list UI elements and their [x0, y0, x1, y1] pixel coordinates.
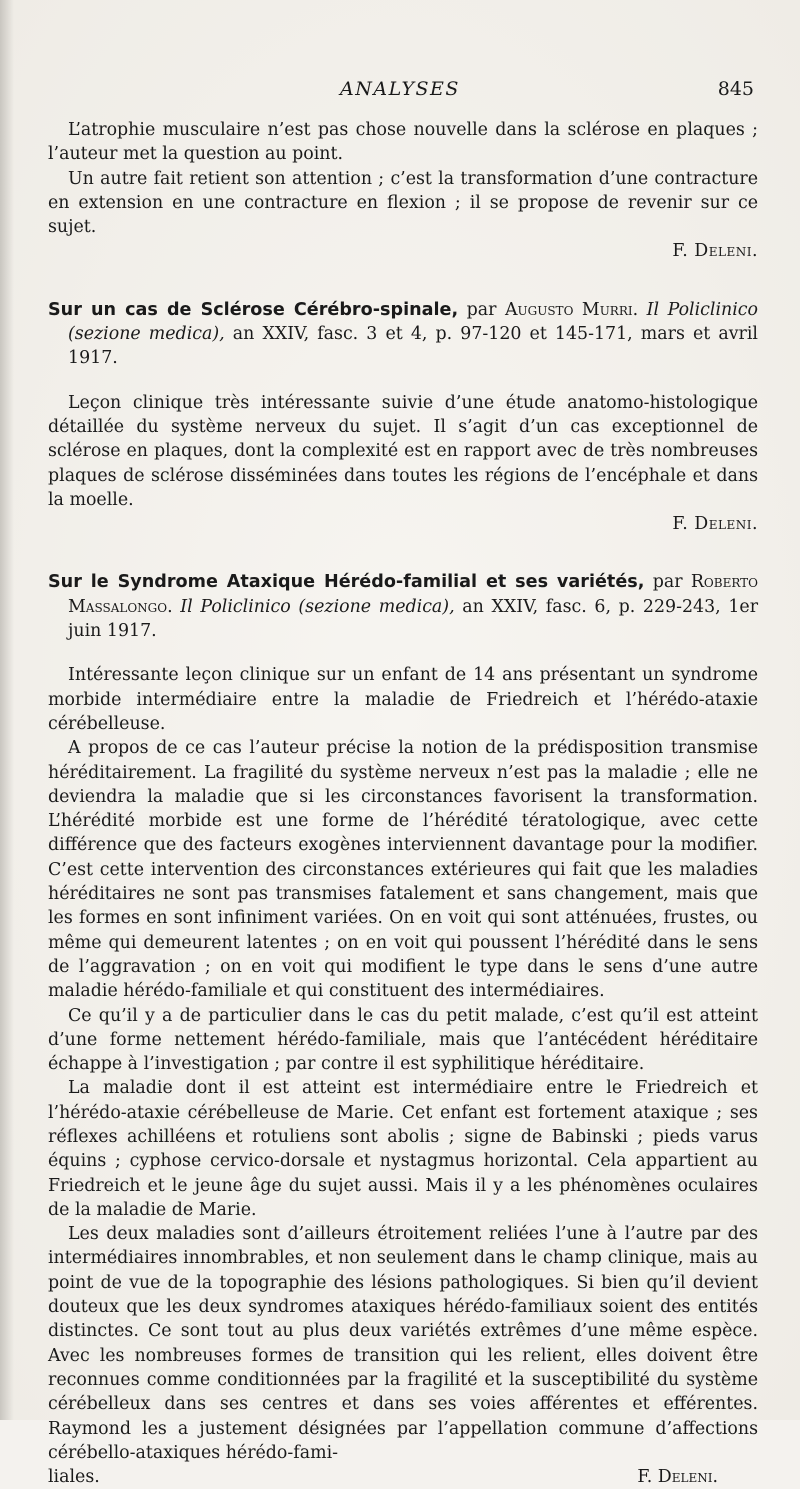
running-title: ANALYSES — [340, 78, 460, 100]
body-text — [48, 118, 758, 1489]
paragraph: Ce qu’il y a de particulier dans le cas du petit malade, c’est qu’il est atteint d’une forme nettement hérédo-familiale, mais que l’antécédent héréditaire échappe à l’investigation ; par contre il est syphilitique héréditaire. — [48, 1005, 758, 1075]
review-journal: Il Policlinico (sezione medica), — [180, 596, 455, 617]
paragraph: Intéressante leçon clinique sur un enfant de 14 ans présentant un syndrome morbide intermédiaire entre la maladie de Friedreich et l’hérédo-ataxie cérébelleuse. — [48, 665, 758, 734]
review-journal: Il Policlinico (sezione medica), — [68, 299, 759, 345]
signature: F. Deleni. — [637, 1467, 718, 1488]
paragraph: A propos de ce cas l’auteur précise la notion de la prédisposition transmise héréditairement. La fragilité du système nerveux n’est pas la maladie ; elle ne deviendra la maladie que si les circonstances favorisent la transformation. L’hérédité morbide est une forme de l’hérédité tératologique, avec cette différence que des facteurs exogènes interviennent davantage pour la modifier. C’est cette intervention des circonstances extérieures qui fait que les maladies héréditaires ne sont pas transmises fatalement et sans changement, mais que les formes en sont infiniment variées. On en voit qui sont atténuées, frustes, ou même qui demeurent latentes ; on en voit qui poussent l’hérédité dans le sens de l’aggravation ; on en voit qui modifient le type dans le sens d’une autre maladie hérédo-familiale et qui constituent des intermédiaires. — [48, 738, 758, 1002]
paragraph: Les deux maladies sont d’ailleurs étroitement reliées l’une à l’autre par des intermédiaires innombrables, et non seulement dans le champ clinique, mais au point de vue de la topographie des lésions pathologiques. Si bien qu’il devient douteux que les deux syndromes ataxiques hérédo-familiaux soient des entités distinctes. Ce sont tout au plus deux variétés extrêmes d’une même espèce. Avec les nombreuses formes de transition qui les relient, elles doivent être reconnues comme conditionnées par la fragilité et la susceptibilité du système cérébelleux dans ses centres et dans ses voies afférentes et efférentes. Raymond les a justement désignées par l’appellation commune d’affections cérébello-ataxiques hérédo-fami- — [48, 1224, 758, 1463]
paragraph-end: liales. — [48, 1467, 100, 1488]
review-heading — [48, 298, 758, 371]
paragraph: L’atrophie musculaire n’est pas chose nouvelle dans la sclérose en plaques ; l’auteur met la question au point. — [48, 120, 758, 165]
page-number: 845 — [717, 78, 754, 100]
review-by: par — [652, 572, 683, 593]
review-author: Augusto Murri. — [504, 299, 639, 320]
signature: F. Deleni. — [672, 241, 758, 262]
paragraph: Leçon clinique très intéressante suivie d’une étude anatomo-histologique détaillée du système nerveux du sujet. Il s’agit d’un cas exceptionnel de sclérose en plaques, dont la complexité est en rapport avec de très nombreuses plaques de sclérose disséminées dans toutes les régions de l’encéphale et dans la moelle. — [48, 392, 758, 510]
review-heading — [48, 570, 758, 643]
running-head — [0, 78, 800, 104]
review-title: Sur un cas de Sclérose Cérébro-spinale, — [48, 299, 459, 320]
review-citation: an XXIV, fasc. 6, p. 229-243, 1er juin 1917. — [68, 596, 759, 642]
paragraph: Un autre fait retient son attention ; c’est la transformation d’une contracture en extension en une contracture en flexion ; il se propose de revenir sur ce sujet. — [48, 168, 758, 238]
review-citation: an XXIV, fasc. 3 et 4, p. 97-120 et 145-171, mars et avril 1917. — [68, 324, 758, 369]
signature: F. Deleni. — [672, 514, 758, 535]
review-title: Sur le Syndrome Ataxique Hérédo-familial et ses variétés, — [48, 572, 645, 593]
page-edge-shadow — [0, 0, 14, 1420]
paragraph: La maladie dont il est atteint est intermédiaire entre le Friedreich et l’hérédo-ataxie cérébelleuse de Marie. Cet enfant est fortement ataxique ; ses réflexes achilléens et rotuliens sont abolis ; signe de Babinski ; pieds varus équins ; cyphose cervico-dorsale et nystagmus horizontal. Cela appartient au Friedreich et le jeune âge du sujet aussi. Mais il y a les phénomènes oculaires de la maladie de Marie. — [48, 1078, 758, 1220]
review-author: Roberto Massalongo. — [68, 572, 759, 617]
review-by: par — [466, 299, 497, 320]
closing-line — [48, 1465, 758, 1489]
